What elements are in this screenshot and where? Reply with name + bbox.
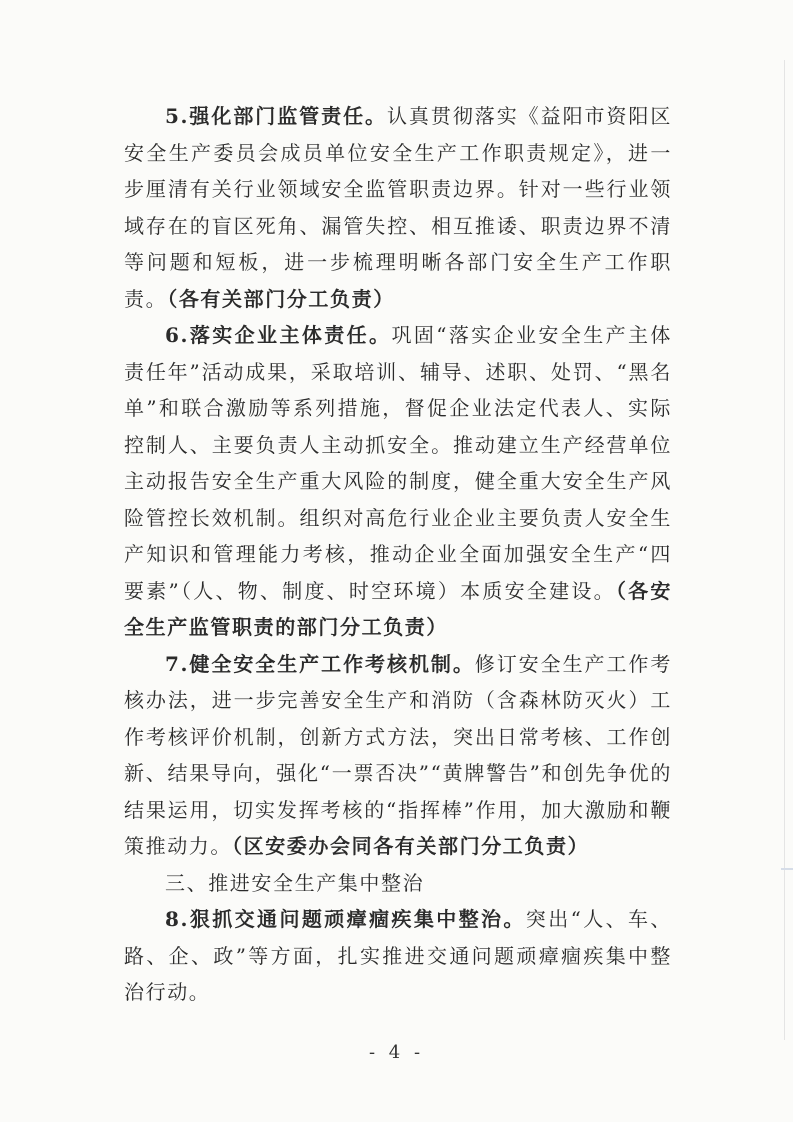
section-5-paragraph [124, 98, 672, 317]
section-7-responsibility: （区安委办会同各有关部门分工负责） [232, 834, 590, 858]
section-6-paragraph [124, 317, 672, 646]
section-5-lead: 5.强化部门监管责任。 [165, 104, 387, 128]
section-7-paragraph [124, 646, 672, 865]
section-7-body: 修订安全生产工作考核办法，进一步完善安全生产和消防（含森林防灭火）工作考核评价机制，创新方式方法，突出日常考核、工作创新、结果导向，强化“一票否决”“黄牌警告”和创先争优的结果运用，切实发挥考核的“指挥棒”作用，加大激励和鞭策推动力。 [124, 651, 672, 858]
section-5-body: 认真贯彻落实《益阳市资阳区安全生产委员会成员单位安全生产工作职责规定》，进一步厘清有关行业领域安全监管职责边界。针对一些行业领域存在的盲区死角、漏管失控、相互推诿、职责边界不清等问题和短板，进一步梳理明晰各部门安全生产工作职责。 [124, 104, 672, 311]
heading-part-3: 三、推进安全生产集中整治 [165, 870, 425, 895]
section-8-lead: 8.狠抓交通问题顽瘴痼疾集中整治。 [165, 907, 526, 931]
section-6-responsibility: （各安全生产监管职责的部门分工负责） [124, 578, 672, 639]
section-6-lead: 6.落实企业主体责任。 [165, 323, 392, 347]
scan-edge-mark [781, 868, 793, 870]
section-8-paragraph [124, 901, 672, 1011]
section-7-lead: 7.健全安全生产工作考核机制。 [165, 651, 475, 676]
page-number: - 4 - [368, 1042, 425, 1063]
section-8-body: 突出“人、车、路、企、政”等方面，扎实推进交通问题顽瘴痼疾集中整治行动。 [124, 907, 672, 1004]
section-6-body: 巩固“落实企业安全生产主体责任年”活动成果，采取培训、辅导、述职、处罚、“黑名单”和联合激励等系列措施，督促企业法定代表人、实际控制人、主要负责人主动抓安全。推动建立生产经营单位主动报告安全生产重大风险的制度，健全重大安全生产风险管控长效机制。组织对高危行业企业主要负责人安全生产知识和管理能力考核，推动企业全面加强安全生产“四要素”（人、物、制度、时空环境）本质安全建设。 [124, 323, 672, 603]
document-body [124, 98, 672, 1011]
scan-edge-line [784, 60, 785, 1040]
section-5-responsibility: （各有关部门分工负责） [167, 286, 395, 311]
